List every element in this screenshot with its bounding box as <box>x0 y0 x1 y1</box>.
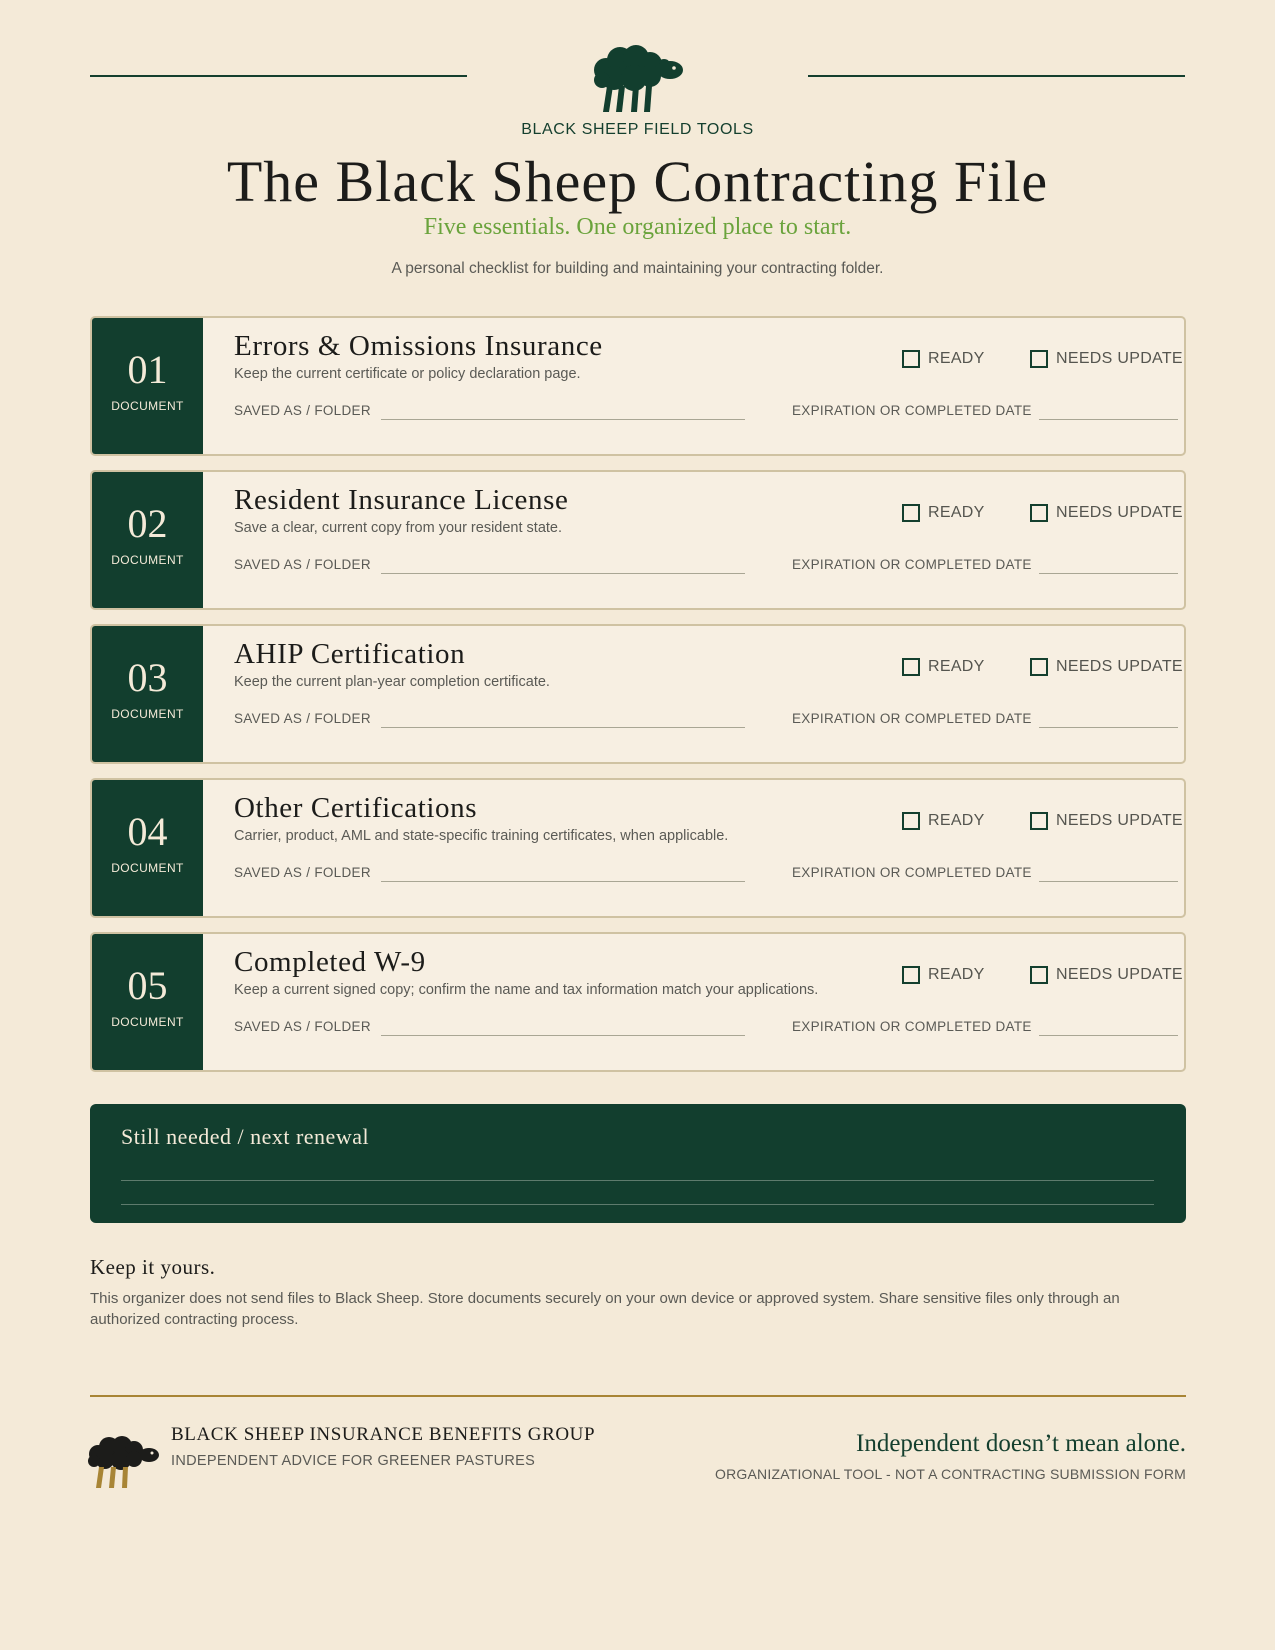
still-needed-line[interactable] <box>121 1204 1154 1205</box>
page-subtitle: Five essentials. One organized place to start. <box>423 214 852 240</box>
document-number-label: DOCUMENT <box>111 399 184 413</box>
document-number-panel <box>92 318 203 454</box>
expiration-date-field[interactable] <box>1039 727 1178 728</box>
ready-checkbox[interactable] <box>902 966 985 984</box>
saved-as-label: SAVED AS / FOLDER <box>234 557 371 572</box>
document-description: Carrier, product, AML and state-specific training certificates, when applicable. <box>234 828 729 844</box>
needs-update-label: NEEDS UPDATE <box>1056 658 1183 675</box>
needs-update-checkbox[interactable] <box>1030 812 1183 830</box>
page-title: The Black Sheep Contracting File <box>226 149 1049 214</box>
document-card-03 <box>90 624 1186 764</box>
still-needed-panel <box>90 1104 1186 1223</box>
document-number-label: DOCUMENT <box>111 861 184 875</box>
document-number-panel <box>92 780 203 916</box>
document-title: Resident Insurance License <box>234 484 569 516</box>
saved-as-label: SAVED AS / FOLDER <box>234 711 371 726</box>
checkbox-box[interactable] <box>1030 812 1048 830</box>
needs-update-checkbox[interactable] <box>1030 504 1183 522</box>
page-intro: A personal checklist for building and maintaining your contracting folder. <box>391 260 884 277</box>
checkbox-box[interactable] <box>902 350 920 368</box>
black-sheep-footer-logo-icon <box>82 1432 166 1492</box>
expiration-date-field[interactable] <box>1039 419 1178 420</box>
document-title: Other Certifications <box>234 792 478 824</box>
needs-update-label: NEEDS UPDATE <box>1056 504 1183 521</box>
checkbox-box[interactable] <box>1030 504 1048 522</box>
needs-update-label: NEEDS UPDATE <box>1056 966 1183 983</box>
expiration-date-field[interactable] <box>1039 1035 1178 1036</box>
needs-update-checkbox[interactable] <box>1030 350 1183 368</box>
saved-as-field[interactable] <box>381 881 745 882</box>
checkbox-box[interactable] <box>1030 350 1048 368</box>
ready-checkbox[interactable] <box>902 658 985 676</box>
checkbox-box[interactable] <box>1030 658 1048 676</box>
needs-update-checkbox[interactable] <box>1030 658 1183 676</box>
document-description: Keep the current certificate or policy declaration page. <box>234 366 581 382</box>
document-number-label: DOCUMENT <box>111 553 184 567</box>
document-number-label: DOCUMENT <box>111 1015 184 1029</box>
expiration-date-label: EXPIRATION OR COMPLETED DATE <box>792 1019 1032 1034</box>
footer-disclaimer: ORGANIZATIONAL TOOL - NOT A CONTRACTING SUBMISSION FORM <box>715 1466 1186 1482</box>
footer-slogan: Independent doesn’t mean alone. <box>856 1430 1186 1457</box>
expiration-date-label: EXPIRATION OR COMPLETED DATE <box>792 403 1032 418</box>
saved-as-label: SAVED AS / FOLDER <box>234 1019 371 1034</box>
footer-company-name: BLACK SHEEP INSURANCE BENEFITS GROUP <box>171 1424 596 1445</box>
saved-as-field[interactable] <box>381 573 745 574</box>
document-list <box>90 316 1186 1086</box>
document-number: 03 <box>127 655 168 700</box>
ready-checkbox[interactable] <box>902 350 985 368</box>
saved-as-label: SAVED AS / FOLDER <box>234 403 371 418</box>
document-description: Save a clear, current copy from your resident state. <box>234 520 563 536</box>
keep-it-yours-heading: Keep it yours. <box>90 1255 216 1279</box>
ready-checkbox[interactable] <box>902 504 985 522</box>
document-number: 01 <box>127 347 168 392</box>
needs-update-label: NEEDS UPDATE <box>1056 350 1183 367</box>
saved-as-field[interactable] <box>381 419 745 420</box>
document-title: Completed W-9 <box>234 946 426 978</box>
document-number-panel <box>92 472 203 608</box>
expiration-date-label: EXPIRATION OR COMPLETED DATE <box>792 865 1032 880</box>
ready-checkbox[interactable] <box>902 812 985 830</box>
footer-company-tagline: INDEPENDENT ADVICE FOR GREENER PASTURES <box>171 1453 536 1469</box>
needs-update-checkbox[interactable] <box>1030 966 1183 984</box>
still-needed-title: Still needed / next renewal <box>121 1124 370 1149</box>
document-card-02 <box>90 470 1186 610</box>
ready-label: READY <box>928 658 985 675</box>
still-needed-line[interactable] <box>121 1180 1154 1181</box>
brand-name: BLACK SHEEP FIELD TOOLS <box>521 121 754 138</box>
document-number-panel <box>92 626 203 762</box>
footer-rule <box>90 1395 1186 1397</box>
checkbox-box[interactable] <box>902 658 920 676</box>
black-sheep-logo-icon <box>584 40 692 112</box>
ready-label: READY <box>928 504 985 521</box>
ready-label: READY <box>928 812 985 829</box>
header-rule-left <box>90 75 467 77</box>
document-number-label: DOCUMENT <box>111 707 184 721</box>
ready-label: READY <box>928 350 985 367</box>
needs-update-label: NEEDS UPDATE <box>1056 812 1183 829</box>
header-rule-right <box>808 75 1185 77</box>
document-description: Keep a current signed copy; confirm the name and tax information match your applications. <box>234 982 819 998</box>
document-description: Keep the current plan-year completion certificate. <box>234 674 550 690</box>
document-number: 04 <box>127 809 168 854</box>
checkbox-box[interactable] <box>902 966 920 984</box>
document-card-05 <box>90 932 1186 1072</box>
expiration-date-label: EXPIRATION OR COMPLETED DATE <box>792 557 1032 572</box>
saved-as-label: SAVED AS / FOLDER <box>234 865 371 880</box>
document-title: AHIP Certification <box>234 638 466 670</box>
document-number-panel <box>92 934 203 1070</box>
saved-as-field[interactable] <box>381 1035 745 1036</box>
expiration-date-label: EXPIRATION OR COMPLETED DATE <box>792 711 1032 726</box>
checkbox-box[interactable] <box>902 812 920 830</box>
document-title: Errors & Omissions Insurance <box>234 330 603 362</box>
document-card-04 <box>90 778 1186 918</box>
checkbox-box[interactable] <box>902 504 920 522</box>
saved-as-field[interactable] <box>381 727 745 728</box>
keep-it-yours-text: This organizer does not send files to Black Sheep. Store documents securely on your own device or approved system. Share sensitive files only through an authorized contracting process. <box>90 1290 1120 1328</box>
ready-label: READY <box>928 966 985 983</box>
checkbox-box[interactable] <box>1030 966 1048 984</box>
document-number: 05 <box>127 963 168 1008</box>
expiration-date-field[interactable] <box>1039 573 1178 574</box>
expiration-date-field[interactable] <box>1039 881 1178 882</box>
document-card-01 <box>90 316 1186 456</box>
document-number: 02 <box>127 501 168 546</box>
